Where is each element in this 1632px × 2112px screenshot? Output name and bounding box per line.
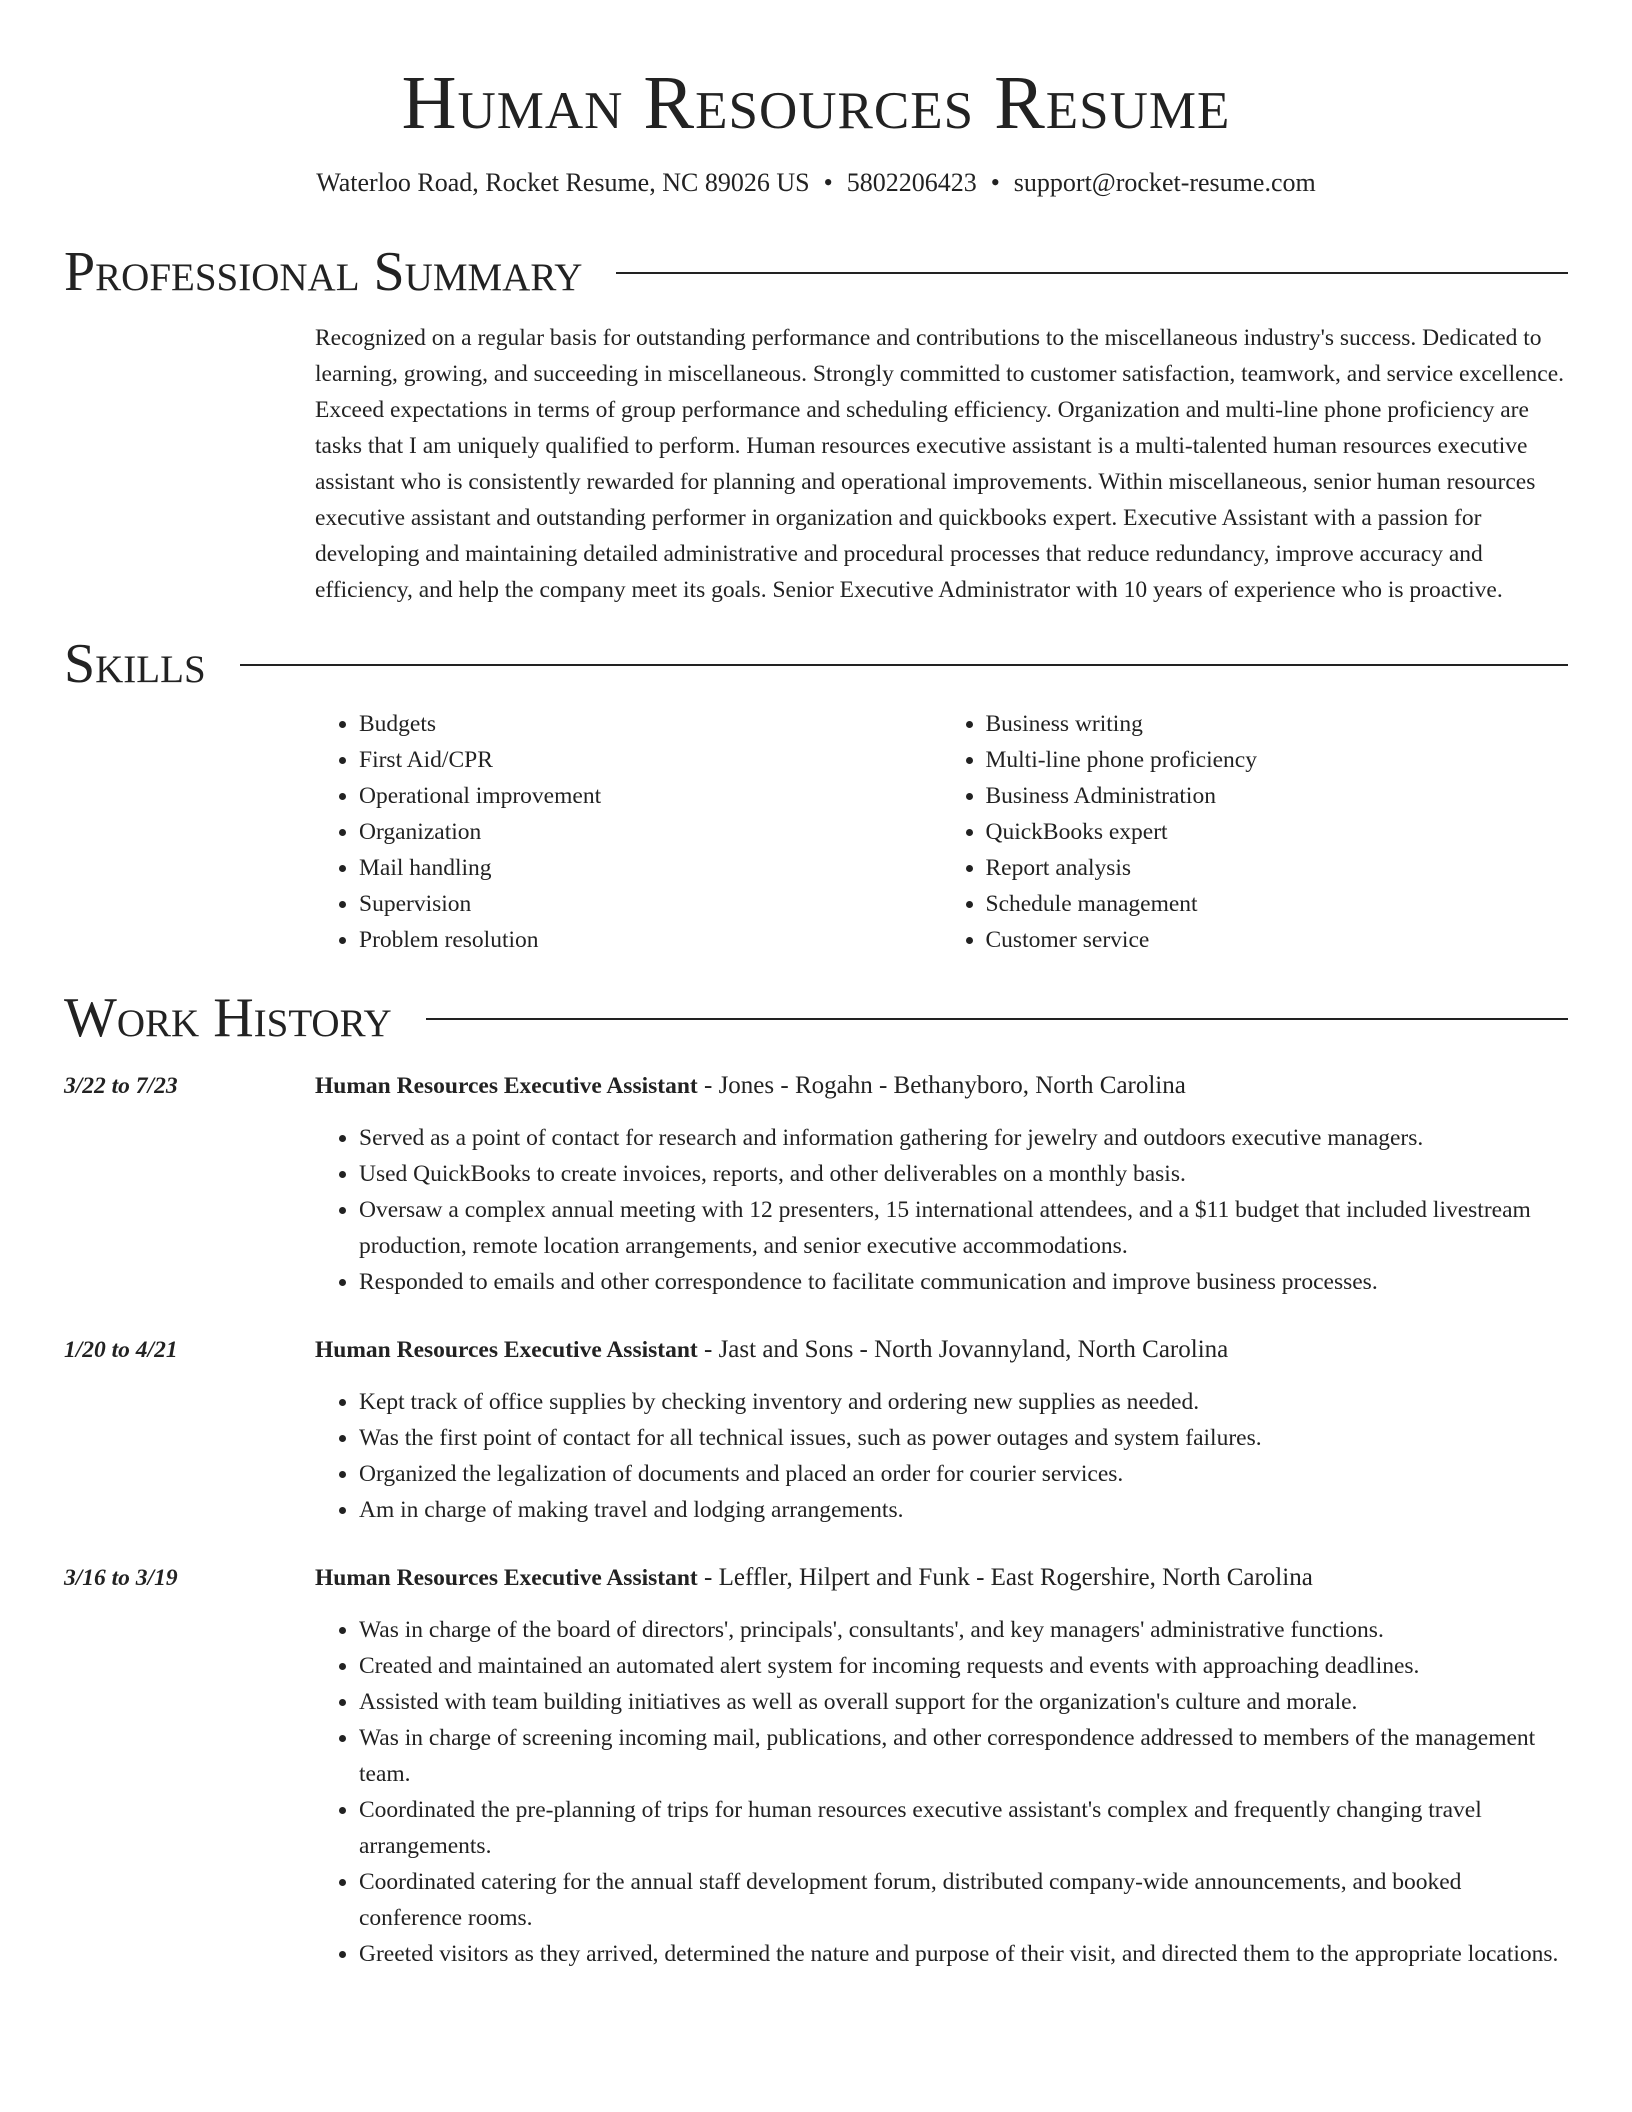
job-details: [315, 1560, 1568, 1972]
job-employer: - Leffler, Hilpert and Funk - East Rogershire, North Carolina: [704, 1564, 1313, 1591]
skills-column-left: [315, 706, 942, 958]
contact-separator: •: [823, 168, 833, 197]
contact-address: Waterloo Road, Rocket Resume, NC 89026 US: [316, 168, 810, 197]
work-heading: Work History: [64, 987, 392, 1049]
skill-item: • Problem resolution: [359, 922, 942, 958]
work-section-header: [64, 984, 1568, 1052]
skill-item: • Customer service: [986, 922, 1569, 958]
skill-item: • Business writing: [986, 706, 1569, 742]
job-entry: [64, 1560, 1568, 1972]
job-bullets: [315, 1384, 1568, 1528]
skill-item: • QuickBooks expert: [986, 814, 1569, 850]
skills-list: [315, 706, 1568, 958]
job-title: Human Resources Executive Assistant: [315, 1073, 698, 1099]
section-divider: [616, 272, 1568, 274]
job-title-line: [315, 1068, 1568, 1104]
job-bullet: • Coordinated the pre-planning of trips for human resources executive assistant's complex and frequently changing travel arrangements.: [359, 1792, 1568, 1864]
job-details: [315, 1332, 1568, 1528]
job-dates: 3/22 to 7/23: [64, 1073, 178, 1099]
job-title: Human Resources Executive Assistant: [315, 1565, 698, 1591]
summary-heading: Professional Summary: [64, 241, 583, 303]
job-bullet: • Created and maintained an automated alert system for incoming requests and events with approaching deadlines.: [359, 1648, 1568, 1684]
job-bullet: • Kept track of office supplies by checking inventory and ordering new supplies as needed.: [359, 1384, 1568, 1420]
skill-item: • Mail handling: [359, 850, 942, 886]
job-bullet: • Am in charge of making travel and lodging arrangements.: [359, 1492, 1568, 1528]
job-bullet: • Was the first point of contact for all technical issues, such as power outages and system failures.: [359, 1420, 1568, 1456]
skill-item: • Multi-line phone proficiency: [986, 742, 1569, 778]
job-details: [315, 1068, 1568, 1300]
job-bullet: • Coordinated catering for the annual staff development forum, distributed company-wide announcements, and booked conference rooms.: [359, 1864, 1568, 1936]
contact-phone: 5802206423: [846, 168, 977, 197]
skill-item: • Report analysis: [986, 850, 1569, 886]
job-title: Human Resources Executive Assistant: [315, 1337, 698, 1363]
job-employer: - Jones - Rogahn - Bethanyboro, North Carolina: [704, 1072, 1186, 1099]
job-entry: [64, 1068, 1568, 1300]
job-bullet: • Was in charge of screening incoming mail, publications, and other correspondence addressed to members of the management team.: [359, 1720, 1568, 1792]
job-bullet: • Organized the legalization of documents and placed an order for courier services.: [359, 1456, 1568, 1492]
resume-title: Human Resources Resume: [401, 61, 1231, 145]
skills-column-right: [942, 706, 1569, 958]
skill-item: • Business Administration: [986, 778, 1569, 814]
skill-item: • Schedule management: [986, 886, 1569, 922]
skill-item: • Budgets: [359, 706, 942, 742]
job-bullet: • Assisted with team building initiatives as well as overall support for the organization's culture and morale.: [359, 1684, 1568, 1720]
job-bullets: [315, 1612, 1568, 1972]
skill-item: • Organization: [359, 814, 942, 850]
job-bullet: • Oversaw a complex annual meeting with 12 presenters, 15 international attendees, and a $11 budget that included livestream production, remote location arrangements, and senior executive accommodations.: [359, 1192, 1568, 1264]
contact-separator: •: [990, 168, 1000, 197]
job-bullet: • Responded to emails and other correspondence to facilitate communication and improve business processes.: [359, 1264, 1568, 1300]
job-dates: 3/16 to 3/19: [64, 1565, 178, 1591]
job-bullets: [315, 1120, 1568, 1300]
summary-section-header: [64, 238, 1568, 306]
job-entry: [64, 1332, 1568, 1528]
skill-item: • Operational improvement: [359, 778, 942, 814]
skills-section-header: [64, 630, 1568, 698]
job-bullet: • Greeted visitors as they arrived, determined the nature and purpose of their visit, and directed them to the appropriate locations.: [359, 1936, 1568, 1972]
section-divider: [240, 664, 1568, 666]
skill-item: • Supervision: [359, 886, 942, 922]
work-history-list: [64, 1068, 1568, 1972]
job-dates: 1/20 to 4/21: [64, 1337, 178, 1363]
job-title-line: [315, 1560, 1568, 1596]
skill-item: • First Aid/CPR: [359, 742, 942, 778]
job-title-line: [315, 1332, 1568, 1368]
job-bullet: • Was in charge of the board of directors', principals', consultants', and key managers' administrative functions.: [359, 1612, 1568, 1648]
summary-text: Recognized on a regular basis for outstanding performance and contributions to the miscellaneous industry's success. Dedicated to learning, growing, and succeeding in miscellaneous. Strongly committed to customer satisfaction, teamwork, and service excellence. Exceed expectations in terms of group performance and scheduling efficiency. Organization and multi-line phone proficiency are tasks that I am uniquely qualified to perform. Human resources executive assistant is a multi-talented human resources executive assistant who is consistently rewarded for planning and operational improvements. Within miscellaneous, senior human resources executive assistant and outstanding performer in organization and quickbooks expert. Executive Assistant with a passion for developing and maintaining detailed administrative and procedural processes that reduce redundancy, improve accuracy and efficiency, and help the company meet its goals. Senior Executive Administrator with 10 years of experience who is proactive.: [315, 325, 1565, 603]
job-employer: - Jast and Sons - North Jovannyland, North Carolina: [704, 1336, 1229, 1363]
job-bullet: • Used QuickBooks to create invoices, reports, and other deliverables on a monthly basis.: [359, 1156, 1568, 1192]
contact-email: support@rocket-resume.com: [1013, 168, 1316, 197]
skills-heading: Skills: [64, 633, 206, 695]
section-divider: [426, 1018, 1568, 1020]
contact-line: [64, 166, 1568, 200]
job-bullet: • Served as a point of contact for research and information gathering for jewelry and outdoors executive managers.: [359, 1120, 1568, 1156]
